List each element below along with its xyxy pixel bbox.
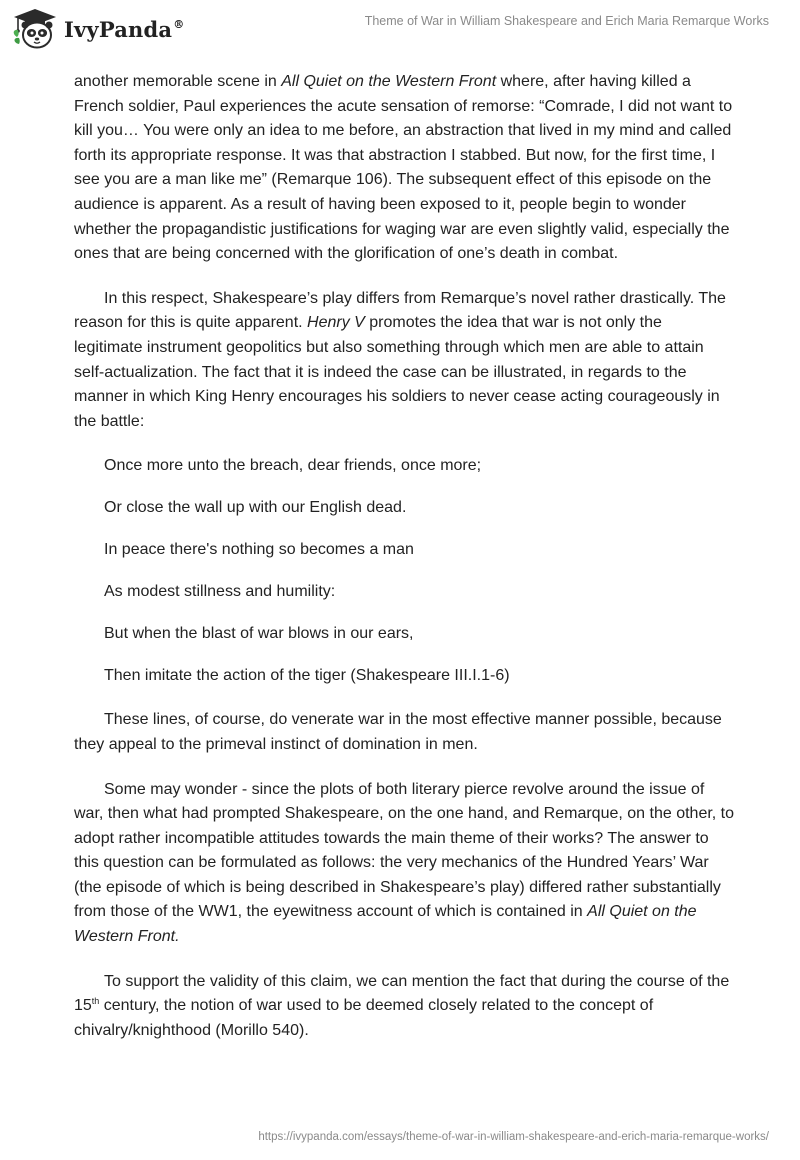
paragraph-3: These lines, of course, do venerate war in the most effective manner possible, because they appeal to the primeval instinct of domination in men. — [74, 711, 722, 753]
book-title: All Quiet on the Western Front. — [74, 903, 697, 946]
paragraph-1: another memorable scene in All Quiet on the Western Front where, after having killed a French soldier, Paul experiences the acute sensation of remorse: “Comrade, I did not want to kill you… You were only an idea to me before, an abstraction that lived in my mind and called forth its appropriate response. It was that abstraction I stabbed. But now, for the first time, I see you are a man like me” (Remarque 106). The subsequent effect of this episode on the audience is apparent. As a result of having been exposed to it, people begin to wonder whether the propagandistic justifications for waging war are even slightly valid, especially the ones that are being concerned with the glorification of one’s death in combat. — [74, 73, 733, 263]
quote-line: But when the blast of war blows in our ears, — [104, 625, 414, 643]
paragraph-5: To support the validity of this claim, we can mention the fact that during the course of the 15th century, the notion of war used to be deemed closely related to the concept of chivalry/knighthood (Morillo 540). — [74, 972, 730, 1039]
play-title: Henry V — [307, 314, 365, 332]
document-title: Theme of War in William Shakespeare and Erich Maria Remarque Works — [364, 14, 769, 28]
quote-line: As modest stillness and humility: — [104, 583, 336, 601]
source-url[interactable]: https://ivypanda.com/essays/theme-of-war-in-william-shakespeare-and-erich-maria-remarque-works/ — [258, 1131, 769, 1143]
quote-line: Then imitate the action of the tiger (Shakespeare III.I.1-6) — [104, 667, 510, 685]
quote-line: Once more unto the breach, dear friends, once more; — [104, 457, 482, 475]
book-title: All Quiet on the Western Front — [281, 73, 497, 90]
logo-text: IvyPanda® — [64, 16, 185, 42]
paragraph-2: In this respect, Shakespeare’s play differs from Remarque’s novel rather drastically. The reason for this is quite apparent. Henry V promotes the idea that war is not only the legitimate instrument geopolitics but also something through which men are able to attain self-actualization. The fact that it is indeed the case can be illustrated, in regards to the manner in which King Henry encourages his soldiers to never cease acting courageously in the battle: — [74, 289, 726, 430]
panda-icon — [12, 8, 58, 50]
quote-line: Or close the wall up with our English dead. — [104, 499, 407, 517]
paragraph-4: Some may wonder - since the plots of both literary pierce revolve around the issue of war, then what had prompted Shakespeare, on the one hand, and Remarque, on the other, to adopt rather incompatible attitudes towards the main theme of their works? The answer to this question can be formulated as follows: the very mechanics of the Hundred Years’ War (the episode of which is being described in Shakespeare’s play) differed rather substantially from those of the WW1, the eyewitness account of which is contained in All Quiet on the Western Front. — [74, 780, 735, 946]
quote-line: In peace there's nothing so becomes a man — [104, 541, 414, 559]
page-header — [0, 0, 800, 60]
essay-body — [74, 70, 734, 1063]
ivypanda-logo[interactable] — [12, 8, 184, 50]
